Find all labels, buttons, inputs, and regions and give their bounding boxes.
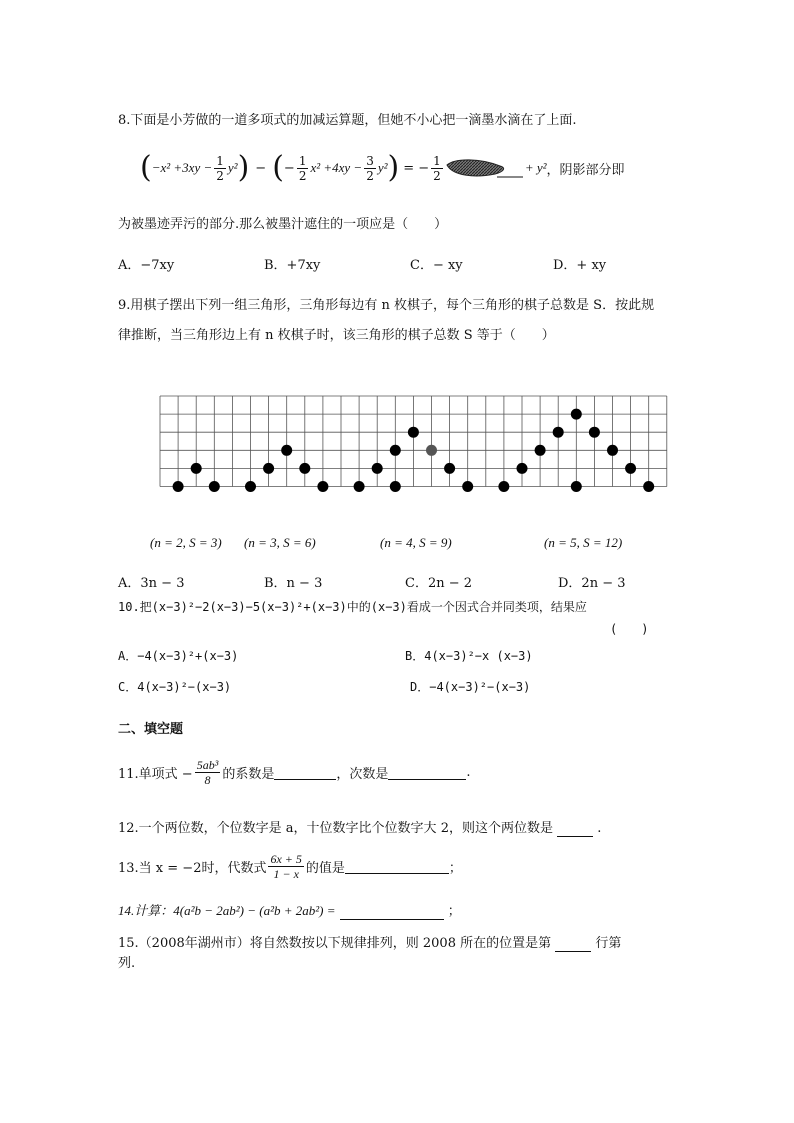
- q15-line2: 列.: [118, 956, 136, 971]
- q9-option-a[interactable]: A．3n − 3: [118, 576, 185, 591]
- chess-stone: [444, 463, 455, 474]
- q8-option-d[interactable]: D．+ xy: [553, 258, 607, 273]
- chess-stone: [390, 445, 401, 456]
- q8-frac-three-half: $\frac{3}{2}$: [366, 153, 374, 183]
- q11-blank-degree[interactable]: [388, 764, 466, 780]
- ink-blot-icon: [445, 156, 523, 180]
- q9-option-d[interactable]: D．2n − 3: [558, 576, 626, 591]
- chess-stone: [589, 427, 600, 438]
- chess-triangle-grid: [150, 390, 680, 500]
- chess-stone: [553, 427, 564, 438]
- chess-stone: [245, 481, 256, 492]
- q9-line1: 9.用棋子摆出下列一组三角形，三角形每边有 n 枚棋子，每个三角形的棋子总数是 S．按此规: [118, 298, 655, 313]
- q9-caption-n2: (n = 2, S = 3): [150, 535, 222, 550]
- q13: 13.当 x = −2时，代数式 $\frac{6x + 5}{1 - x}$ 的值是 ；: [118, 851, 462, 881]
- q8-option-a[interactable]: A．−7xy: [118, 258, 175, 273]
- chess-stone: [354, 481, 365, 492]
- chess-stone: [462, 481, 473, 492]
- chess-stone: [390, 481, 401, 492]
- q9-caption-n4: (n = 4, S = 9): [380, 535, 452, 550]
- chess-stone: [191, 463, 202, 474]
- chess-stone: [643, 481, 654, 492]
- q8-frac-half2: $\frac{1}{2}$: [298, 153, 307, 183]
- chess-stone: [625, 463, 636, 474]
- q12: 12.一个两位数，个位数字是 a，十位数字比个位数字大 2，则这个两位数是 .: [118, 821, 602, 836]
- q8-intro: 8.下面是小芳做的一道多项式的加减运算题，但她不小心把一滴墨水滴在了上面.: [118, 113, 577, 128]
- q15-blank-row[interactable]: [555, 936, 591, 952]
- q8-option-c[interactable]: C．− xy: [410, 258, 463, 273]
- q10-option-a[interactable]: A．−4(x−3)²+(x−3): [118, 649, 239, 663]
- q10-answer-paren: ( ): [610, 622, 649, 636]
- q14-blank[interactable]: [340, 904, 444, 920]
- q8-option-b[interactable]: B．+7xy: [264, 258, 321, 273]
- q9-caption-n5: (n = 5, S = 12): [544, 535, 623, 550]
- chess-stone: [426, 445, 437, 456]
- ink-blot: [445, 156, 523, 180]
- chess-stone: [535, 445, 546, 456]
- q9-line2: 律推断，当三角形边上有 n 枚棋子时，该三角形的棋子总数 S 等于（ ）: [118, 328, 555, 343]
- chess-stone: [571, 481, 582, 492]
- q9-option-b[interactable]: B．n − 3: [264, 576, 323, 591]
- q8-frac-half3: $\frac{1}{2}$: [433, 153, 441, 183]
- q8-equation: ( −x² +3xy − $\frac{1}{2}$ y² ) − ( − $\frac{1}{2}$ x² +4xy − $\frac{3}{2}$ y² ) = − $\frac{1}{2}$ + y² ，阴影部分即: [140, 150, 625, 185]
- q14: 14.计算：4(a²b − 2ab²) − (a²b + 2ab²) = ；: [118, 903, 461, 919]
- chess-stone: [408, 427, 419, 438]
- q9-caption-n3: (n = 3, S = 6): [244, 535, 316, 550]
- q13-fraction: $\frac{6x + 5}{1 - x}$: [270, 851, 302, 881]
- q10-option-b[interactable]: B．4(x−3)²−x (x−3): [405, 649, 533, 663]
- q11-blank-coefficient[interactable]: [274, 764, 336, 780]
- chess-stone: [317, 481, 328, 492]
- q15-line1: 15.（2008年湖州市）将自然数按以下规律排列，则 2008 所在的位置是第 行第: [118, 936, 622, 951]
- q10-option-d[interactable]: D．−4(x−3)²−(x−3): [410, 680, 531, 694]
- chess-stone: [263, 463, 274, 474]
- chess-stone: [607, 445, 618, 456]
- chess-stone: [281, 445, 292, 456]
- chess-stone: [173, 481, 184, 492]
- chess-stone: [498, 481, 509, 492]
- chess-stone: [372, 463, 383, 474]
- q10-line1: 10.把(x−3)²−2(x−3)−5(x−3)²+(x−3)中的(x−3)看成一个因式合并同类项，结果应: [118, 600, 587, 614]
- q11: 11.单项式 − $\frac{\text{5ab³}}{8}$ 的系数是 ，次数是 .: [118, 757, 471, 787]
- chess-stone: [209, 481, 220, 492]
- q8-frac-half: $\frac{1}{2}$: [216, 153, 224, 183]
- q8-expr1-terms: −x² +3xy −: [151, 160, 213, 175]
- q8-line2: 为被墨迹弄污的部分.那么被墨汁遮住的一项应是（ ）: [118, 217, 448, 232]
- q12-blank[interactable]: [557, 821, 593, 837]
- section-fill-in-title: 二、填空题: [118, 722, 184, 737]
- q10-option-c[interactable]: C．4(x−3)²−(x−3): [118, 680, 232, 694]
- chess-stone: [571, 409, 582, 420]
- q11-fraction: $\frac{\text{5ab³}}{8}$: [196, 757, 219, 787]
- chess-stone: [517, 463, 528, 474]
- chess-stone: [299, 463, 310, 474]
- q13-blank[interactable]: [345, 858, 449, 874]
- q9-option-c[interactable]: C．2n − 2: [405, 576, 473, 591]
